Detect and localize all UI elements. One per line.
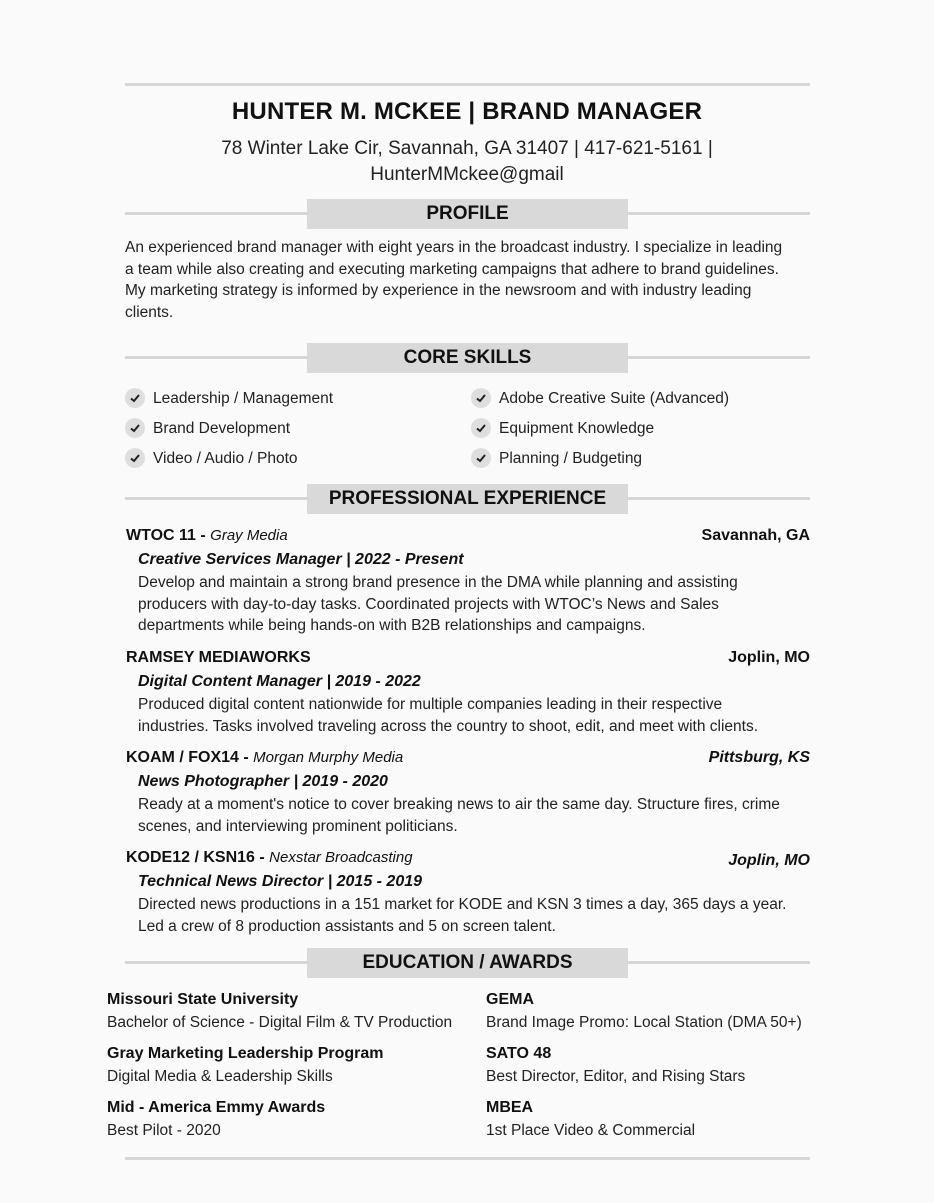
skill-item bbox=[471, 418, 654, 440]
job-parent-company: Nexstar Broadcasting bbox=[269, 849, 413, 866]
section-profile-header bbox=[125, 199, 810, 229]
bottom-rule bbox=[125, 1157, 810, 1160]
award-title: SATO 48 bbox=[486, 1045, 552, 1062]
profile-line: An experienced brand manager with eight years in the broadcast industry. I specialize in leading bbox=[125, 239, 783, 256]
education-title: Mid - America Emmy Awards bbox=[107, 1099, 326, 1116]
job-desc-line: Directed news productions in a 151 market for KODE and KSN 3 times a day, 365 days a year. bbox=[138, 896, 787, 913]
education-title: Missouri State University bbox=[107, 991, 299, 1008]
profile-summary bbox=[125, 237, 815, 323]
contact-line-1: 78 Winter Lake Cir, Savannah, GA 31407 | 417-621-5161 | bbox=[221, 138, 713, 159]
job-org-name: KODE12 / KSN16 - bbox=[126, 849, 265, 866]
contact-info bbox=[200, 136, 734, 188]
checkmark-icon bbox=[471, 448, 491, 468]
job-location: Joplin, MO bbox=[728, 649, 810, 666]
skill-label: Leadership / Management bbox=[153, 390, 334, 407]
job-location: Savannah, GA bbox=[701, 527, 810, 544]
job-desc-line: Ready at a moment's notice to cover breaking news to air the same day. Structure fires, crime bbox=[138, 796, 780, 813]
job-description bbox=[138, 694, 818, 737]
skill-item bbox=[125, 448, 298, 470]
skill-item bbox=[471, 448, 642, 470]
section-experience-header bbox=[125, 484, 810, 514]
checkmark-icon bbox=[471, 388, 491, 408]
skill-label: Adobe Creative Suite (Advanced) bbox=[499, 390, 730, 407]
job-role: Creative Services Manager | 2022 - Present bbox=[138, 551, 464, 568]
skill-item bbox=[125, 418, 290, 440]
education-detail: Digital Media & Leadership Skills bbox=[107, 1068, 333, 1085]
job-description bbox=[138, 894, 818, 937]
checkmark-icon bbox=[125, 388, 145, 408]
job-role: Digital Content Manager | 2019 - 2022 bbox=[138, 673, 421, 690]
job-desc-line: departments while being hands-on with B2B relationships and campaigns. bbox=[138, 617, 646, 634]
education-title: Gray Marketing Leadership Program bbox=[107, 1045, 384, 1062]
award-title: GEMA bbox=[486, 991, 534, 1008]
job-description bbox=[138, 572, 818, 637]
job-location: Joplin, MO bbox=[728, 852, 810, 869]
job-desc-line: scenes, and interviewing prominent politicians. bbox=[138, 817, 458, 835]
education-detail: Best Pilot - 2020 bbox=[107, 1122, 221, 1139]
profile-line: a team while also creating and executing marketing campaigns that adhere to brand guidelines. bbox=[125, 260, 779, 278]
job-organization bbox=[126, 649, 311, 667]
job-desc-line: Led a crew of 8 production assistants and 5 on screen talent. bbox=[138, 917, 556, 935]
job-organization bbox=[126, 749, 403, 767]
job-role: Technical News Director | 2015 - 2019 bbox=[138, 873, 423, 890]
checkmark-icon bbox=[125, 418, 145, 438]
top-rule bbox=[125, 83, 810, 86]
job-org-name: WTOC 11 - bbox=[126, 527, 206, 544]
section-education-header bbox=[125, 948, 810, 978]
job-desc-line: Develop and maintain a strong brand presence in the DMA while planning and assisting bbox=[138, 574, 738, 591]
checkmark-icon bbox=[125, 448, 145, 468]
job-desc-line: producers with day-to-day tasks. Coordinated projects with WTOC’s News and Sales bbox=[138, 595, 719, 613]
profile-line: My marketing strategy is informed by experience in the newsroom and with industry leading bbox=[125, 282, 752, 299]
job-description bbox=[138, 794, 818, 837]
job-organization bbox=[126, 527, 288, 545]
job-parent-company: Gray Media bbox=[210, 527, 288, 544]
profile-line: clients. bbox=[125, 303, 174, 321]
section-title: PROFILE bbox=[307, 199, 628, 229]
contact-line-2: HunterMMckee@gmail bbox=[370, 164, 564, 185]
job-desc-line: Produced digital content nationwide for multiple companies leading in their respective bbox=[138, 696, 723, 713]
award-title: MBEA bbox=[486, 1099, 534, 1116]
section-skills-header bbox=[125, 343, 810, 373]
skill-label: Brand Development bbox=[153, 420, 290, 437]
job-role: News Photographer | 2019 - 2020 bbox=[138, 773, 388, 790]
job-parent-company: Morgan Murphy Media bbox=[253, 749, 404, 766]
skill-label: Planning / Budgeting bbox=[499, 450, 643, 467]
job-organization bbox=[126, 849, 413, 867]
section-title: PROFESSIONAL EXPERIENCE bbox=[307, 484, 628, 514]
award-detail: 1st Place Video & Commercial bbox=[486, 1122, 696, 1139]
job-org-name: RAMSEY MEDIAWORKS bbox=[126, 649, 311, 666]
education-detail: Bachelor of Science - Digital Film & TV Production bbox=[107, 1014, 453, 1031]
job-org-name: KOAM / FOX14 - bbox=[126, 749, 249, 766]
job-location: Pittsburg, KS bbox=[708, 749, 810, 766]
skill-label: Video / Audio / Photo bbox=[153, 450, 298, 467]
resume-name-title: HUNTER M. MCKEE | BRAND MANAGER bbox=[231, 98, 703, 125]
skill-item bbox=[471, 388, 729, 410]
section-title: EDUCATION / AWARDS bbox=[307, 948, 628, 978]
checkmark-icon bbox=[471, 418, 491, 438]
award-detail: Best Director, Editor, and Rising Stars bbox=[486, 1068, 746, 1085]
skill-label: Equipment Knowledge bbox=[499, 420, 655, 437]
award-detail: Brand Image Promo: Local Station (DMA 50+) bbox=[486, 1014, 802, 1031]
skill-item bbox=[125, 388, 333, 410]
section-title: CORE SKILLS bbox=[307, 343, 628, 373]
job-desc-line: industries. Tasks involved traveling across the country to shoot, edit, and meet with clients. bbox=[138, 717, 759, 735]
